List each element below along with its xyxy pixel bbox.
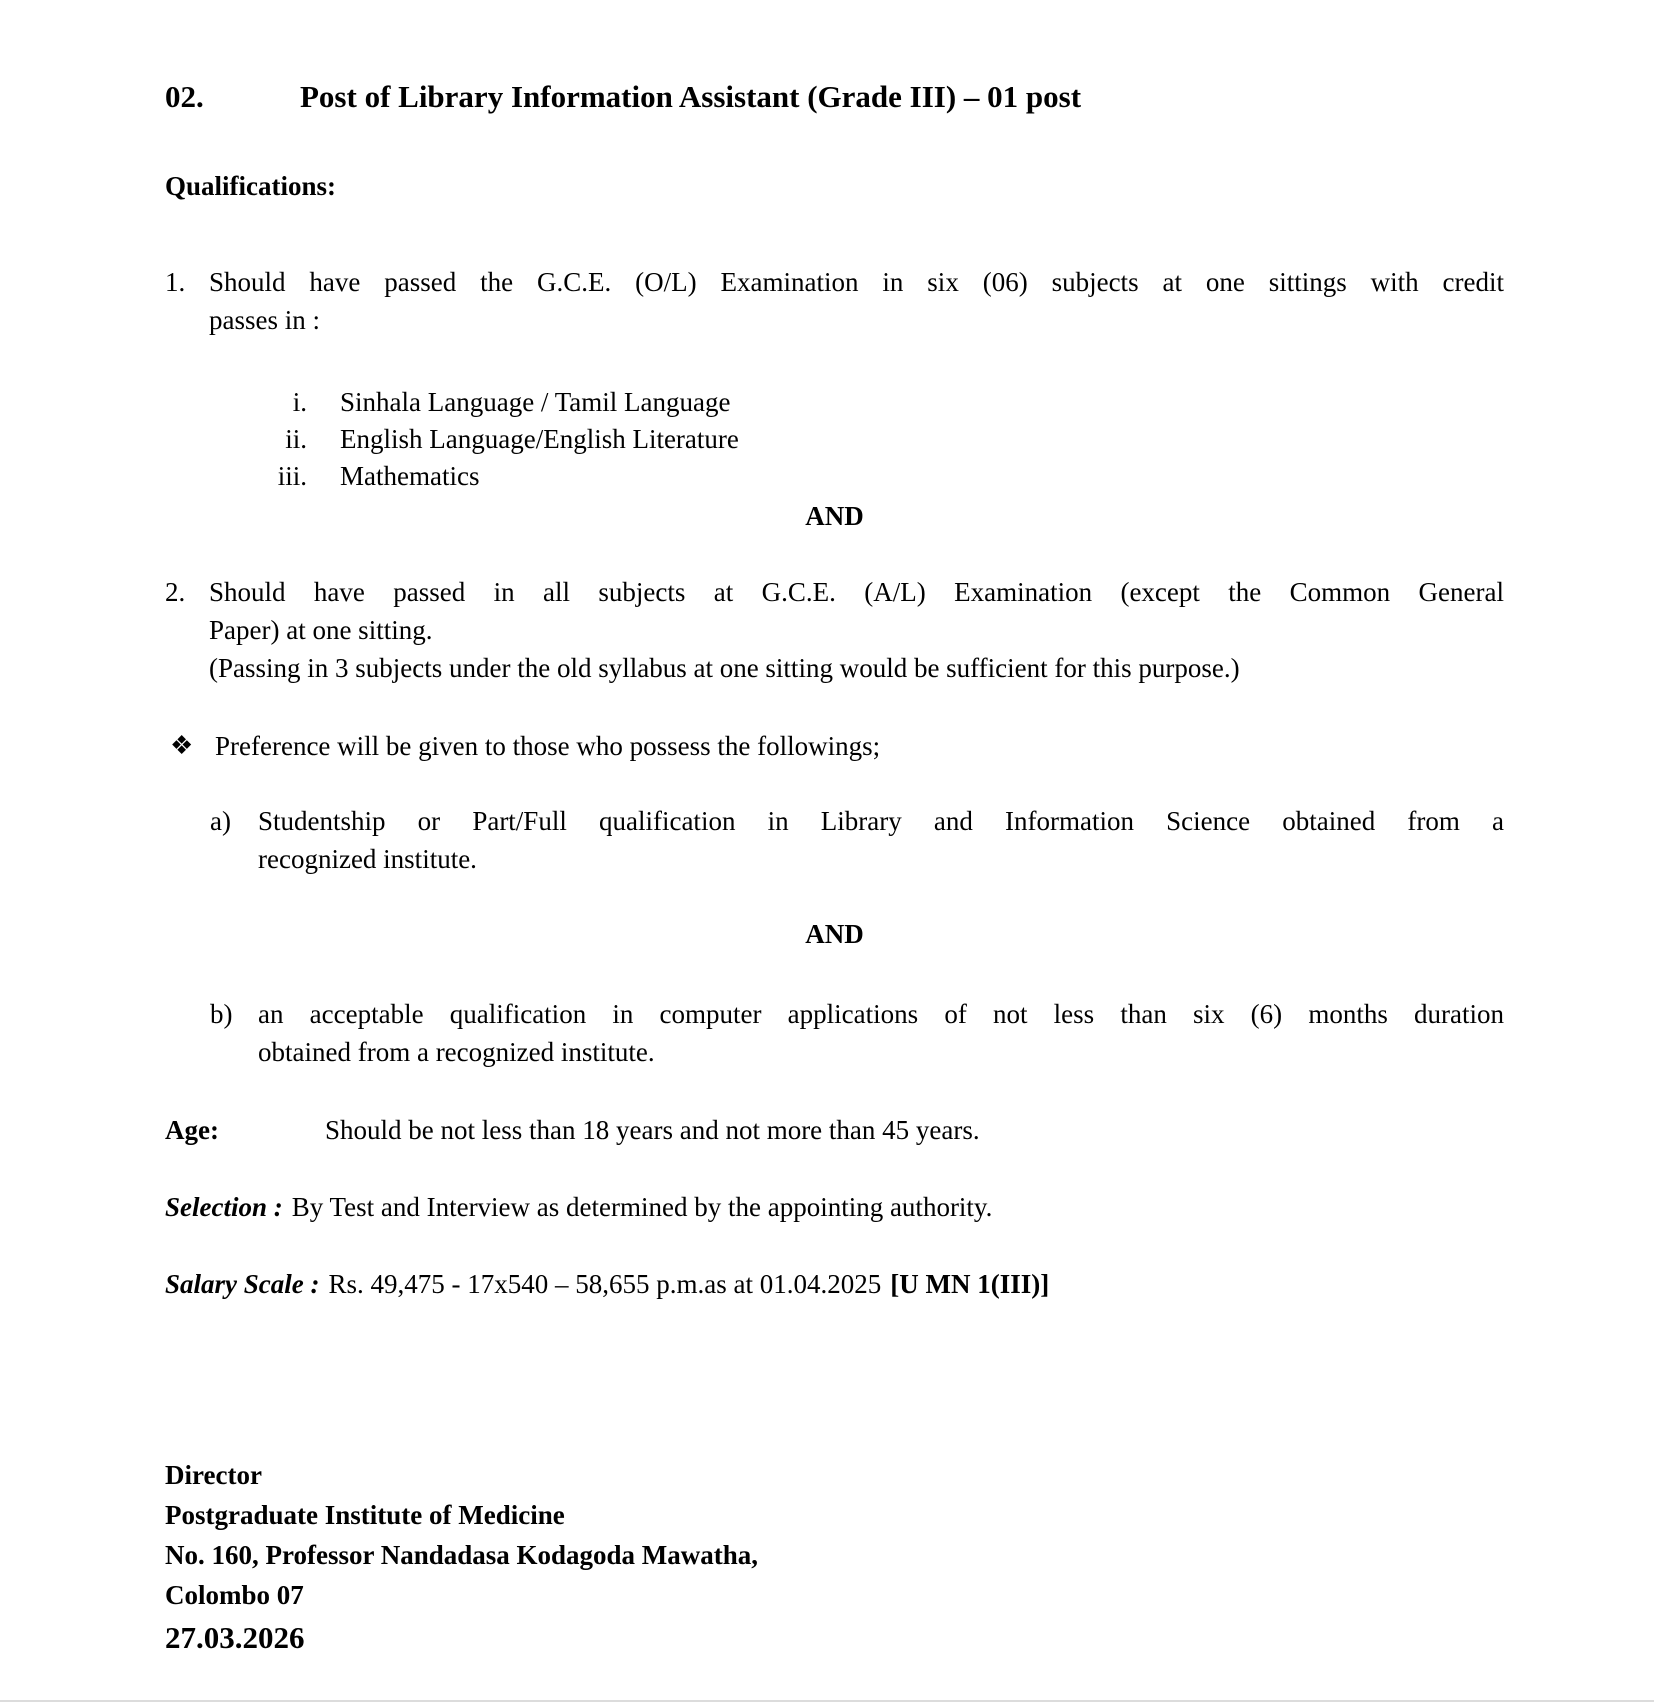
title-number: 02. xyxy=(165,79,204,114)
salary-text: Rs. 49,475 - 17x540 – 58,655 p.m.as at 01.04.2025 xyxy=(328,1269,882,1299)
and-separator: AND xyxy=(805,919,864,949)
item-line: Should have passed in all subjects at G.C.E. (A/L) Examination (except the Common General xyxy=(209,577,1504,607)
item-number: 2. xyxy=(165,577,186,607)
age-text: Should be not less than 18 years and not more than 45 years. xyxy=(325,1115,980,1145)
preference-note xyxy=(165,727,1504,765)
signature-block xyxy=(165,1455,1504,1656)
item-line: Should have passed the G.C.E. (O/L) Examination in six (06) subjects at one sittings with credit xyxy=(209,267,1504,297)
selection-label: Selection : xyxy=(165,1192,283,1222)
subject-list xyxy=(165,384,1504,495)
item-line: passes in : xyxy=(209,305,320,335)
preference-text: Preference will be given to those who possess the followings; xyxy=(215,731,881,761)
subject-label: Sinhala Language / Tamil Language xyxy=(340,387,731,417)
age-row xyxy=(165,1111,1504,1149)
selection-row xyxy=(165,1188,1504,1226)
item-line: Paper) at one sitting. xyxy=(209,615,433,645)
preference-item-a xyxy=(210,802,1504,878)
signature-line-title: Director xyxy=(165,1460,262,1490)
signature-line-address: No. 160, Professor Nandadasa Kodagoda Mawatha, xyxy=(165,1540,759,1570)
subject-row xyxy=(165,458,1504,495)
signature-line-institute: Postgraduate Institute of Medicine xyxy=(165,1500,565,1530)
issue-date: 27.03.2026 xyxy=(165,1620,305,1655)
signature-line-city: Colombo 07 xyxy=(165,1580,304,1610)
item-marker: a) xyxy=(210,806,231,836)
selection-text: By Test and Interview as determined by the appointing authority. xyxy=(291,1192,993,1222)
item-marker: b) xyxy=(210,999,233,1029)
subject-label: Mathematics xyxy=(340,461,480,491)
item-line: an acceptable qualification in computer applications of not less than six (6) months duration xyxy=(258,999,1504,1029)
item-number: 1. xyxy=(165,267,186,297)
diamond-bullet-icon: ❖ xyxy=(170,731,194,760)
item-body xyxy=(258,995,1504,1071)
item-body xyxy=(258,802,1504,878)
and-separator: AND xyxy=(805,501,864,531)
subject-row xyxy=(165,384,1504,421)
roman-numeral: iii. xyxy=(277,461,307,491)
item-line: obtained from a recognized institute. xyxy=(258,1037,655,1067)
roman-numeral: ii. xyxy=(285,424,307,454)
roman-numeral: i. xyxy=(292,387,307,417)
salary-code: [U MN 1(III)] xyxy=(890,1269,1050,1299)
salary-row xyxy=(165,1265,1504,1303)
qualification-item-1 xyxy=(165,263,1504,339)
page-title xyxy=(165,78,1504,115)
age-label: Age: xyxy=(165,1115,219,1145)
item-line: recognized institute. xyxy=(258,844,477,874)
item-body xyxy=(209,263,1504,339)
subject-row xyxy=(165,421,1504,458)
item-body xyxy=(209,573,1504,687)
qualifications-heading: Qualifications: xyxy=(165,171,337,201)
title-text: Post of Library Information Assistant (Grade III) – 01 post xyxy=(300,79,1082,114)
qualification-item-2 xyxy=(165,573,1504,687)
item-line: (Passing in 3 subjects under the old syllabus at one sitting would be sufficient for this purpose.) xyxy=(209,653,1240,683)
salary-label: Salary Scale : xyxy=(165,1269,320,1299)
item-line: Studentship or Part/Full qualification in Library and Information Science obtained from a xyxy=(258,806,1504,836)
preference-item-b xyxy=(210,995,1504,1071)
subject-label: English Language/English Literature xyxy=(340,424,739,454)
